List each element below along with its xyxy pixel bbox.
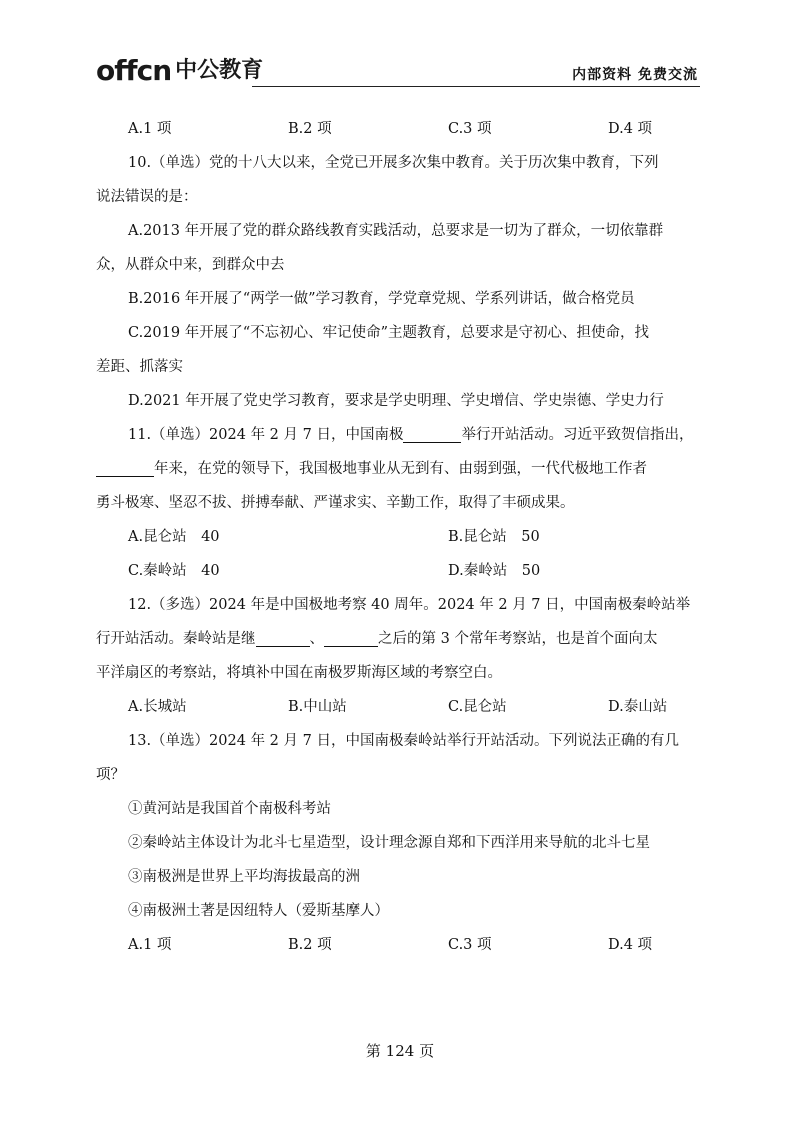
- q10-option-c-line2: 差距、抓落实: [96, 359, 183, 375]
- q10-option-c-line1: C.2019 年开展了“不忘初心、牢记使命”主题教育，总要求是守初心、担使命，找: [128, 325, 650, 341]
- option-a: A.长城站: [128, 699, 187, 715]
- q12-text-b: 之后的第 3 个常年考察站，也是首个面向太: [378, 631, 658, 647]
- q12-options: [96, 690, 704, 724]
- fill-blank: [256, 626, 310, 647]
- page-content: [96, 112, 704, 962]
- page-number: 第 124 页: [365, 1042, 435, 1060]
- option-b: B.中山站: [288, 699, 347, 715]
- q10-option-a-line2: 众，从群众中来，到群众中去: [96, 257, 285, 273]
- q12-stem-line3: 平洋扇区的考察站，将填补中国在南极罗斯海区域的考察空白。: [96, 665, 502, 681]
- q11-options-row2: [96, 554, 704, 588]
- q11-options-row1: [96, 520, 704, 554]
- option-c: C.昆仑站: [448, 699, 507, 715]
- q10-option-a-line1: A.2013 年开展了党的群众路线教育实践活动，总要求是一切为了群众，一切依靠群: [128, 223, 664, 239]
- option-b: B.2 项: [288, 937, 332, 953]
- q11-text-a: 11.（单选）2024 年 2 月 7 日，中国南极: [128, 427, 404, 443]
- q11-text-c: 年来，在党的领导下，我国极地事业从无到有、由弱到强，一代代极地工作者: [154, 461, 647, 477]
- option-c: C.3 项: [448, 937, 492, 953]
- q11-text-b: 举行开站活动。习近平致贺信指出，: [461, 427, 694, 443]
- q10-stem-line2: 说法错误的是：: [96, 189, 198, 205]
- logo-latin-text: offcn: [96, 54, 172, 87]
- q12-separator: 、: [309, 631, 324, 647]
- q12-stem-line1: 12.（多选）2024 年是中国极地考察 40 周年。2024 年 2 月 7 日，中国南极秦岭站举: [128, 597, 691, 613]
- option-b: B.昆仑站 50: [448, 529, 540, 545]
- option-d: D.4 项: [608, 121, 653, 137]
- q13-statement-3: ③南极洲是世界上平均海拔最高的洲: [128, 869, 360, 885]
- option-c: C.秦岭站 40: [128, 563, 220, 579]
- header-right-text: 内部资料 免费交流: [572, 67, 698, 83]
- option-a: A.1 项: [128, 937, 172, 953]
- page-header: [96, 56, 700, 90]
- option-b: B.2 项: [288, 121, 332, 137]
- option-d: D.秦岭站 50: [448, 563, 541, 579]
- q11-stem-line3: 勇斗极寒、坚忍不拔、拼搏奉献、严谨求实、辛勤工作，取得了丰硕成果。: [96, 495, 575, 511]
- option-d: D.4 项: [608, 937, 653, 953]
- q13-options: [96, 928, 704, 962]
- fill-blank: [96, 456, 154, 477]
- q13-stem-line2: 项？: [96, 767, 125, 783]
- header-divider: [252, 86, 700, 87]
- q13-statement-2: ②秦岭站主体设计为北斗七星造型，设计理念源自郑和下西洋用来导航的北斗七星: [128, 835, 650, 851]
- q13-statement-1: ①黄河站是我国首个南极科考站: [128, 801, 331, 817]
- q11-stem-line2: [96, 452, 704, 486]
- q12-text-a: 行开站活动。秦岭站是继: [96, 631, 256, 647]
- q13-statement-4: ④南极洲土著是因纽特人（爱斯基摩人）: [128, 903, 389, 919]
- q10-stem-line1: 10.（单选）党的十八大以来，全党已开展多次集中教育。关于历次集中教育，下列: [128, 155, 659, 171]
- q10-option-d: D.2021 年开展了党史学习教育，要求是学史明理、学史增信、学史崇德、学史力行: [128, 393, 664, 409]
- fill-blank: [403, 422, 461, 443]
- q11-stem-line1: [96, 418, 704, 452]
- q9-options: [96, 112, 704, 146]
- option-a: A.1 项: [128, 121, 172, 137]
- option-c: C.3 项: [448, 121, 492, 137]
- option-a: A.昆仑站 40: [128, 529, 220, 545]
- option-d: D.泰山站: [608, 699, 668, 715]
- offcn-logo: [96, 56, 263, 86]
- q10-option-b: B.2016 年开展了“两学一做”学习教育，学党章党规、学系列讲话，做合格党员: [128, 291, 635, 307]
- q13-stem-line1: 13.（单选）2024 年 2 月 7 日，中国南极秦岭站举行开站活动。下列说法正确的有几: [128, 733, 679, 749]
- q12-stem-line2: [96, 622, 704, 656]
- fill-blank: [324, 626, 378, 647]
- logo-chinese-text: 中公教育: [175, 58, 264, 83]
